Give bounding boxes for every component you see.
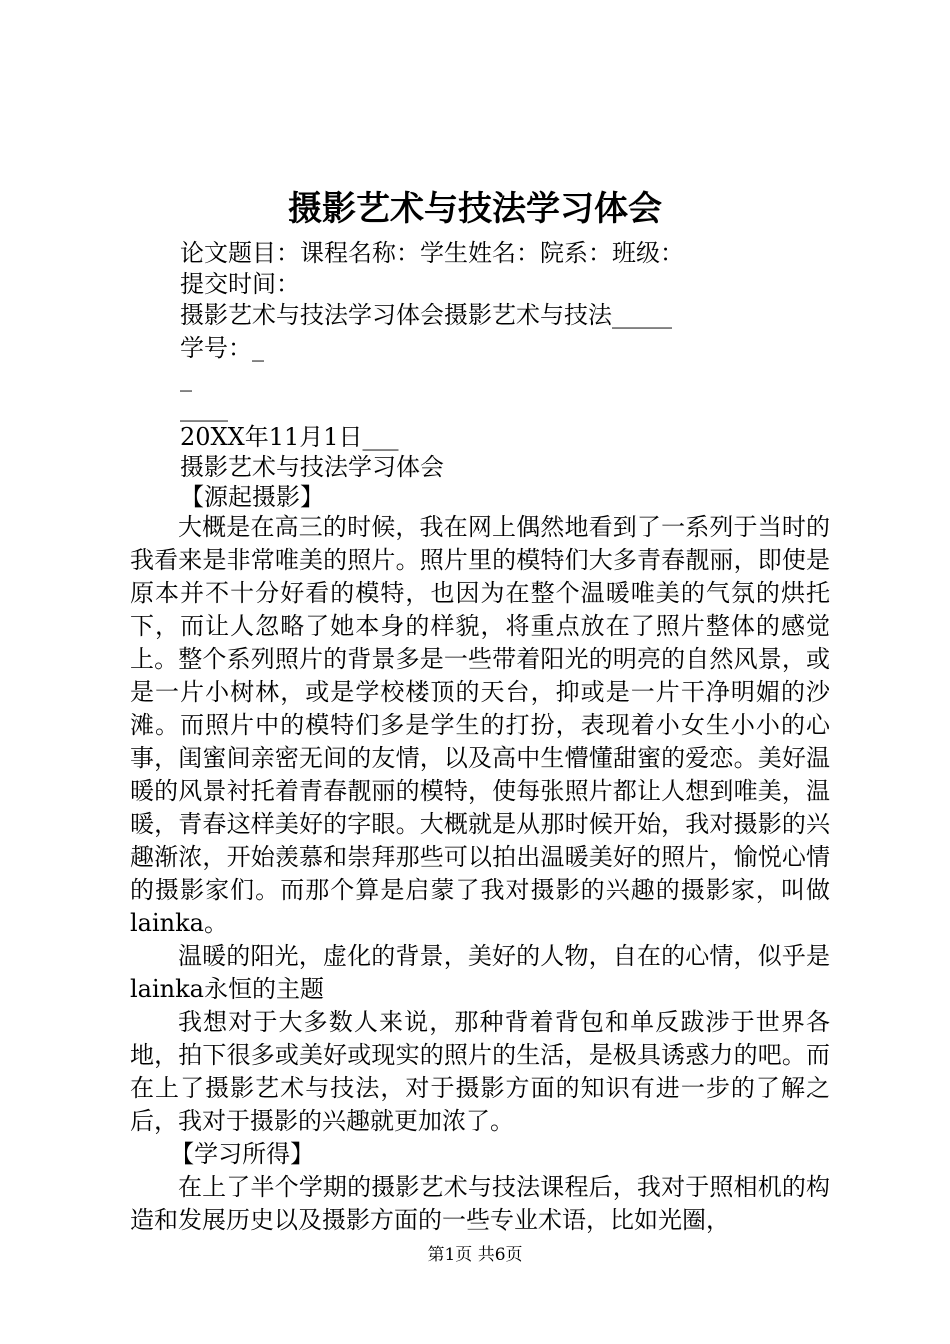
paragraph-lainka-theme: 温暖的阳光，虚化的背景，美好的人物，自在的心情，似乎是lainka永恒的主题 bbox=[130, 942, 830, 1003]
paragraph-interest: 我想对于大多数人来说，那种背着背包和单反跋涉于世界各地，拍下很多或美好或现实的照片的生活，是极具诱惑力的吧。而在上了摄影艺术与技法，对于摄影方面的知识有进一步的了解之后，我对于摄影的兴趣就更加浓了。 bbox=[130, 1008, 830, 1135]
meta-line-6: ____ bbox=[180, 394, 228, 422]
section-heading-origin: 【源起摄影】 bbox=[180, 483, 324, 511]
meta-line-5: _ bbox=[180, 364, 192, 392]
meta-line-4: 学号：_ bbox=[180, 334, 264, 362]
paragraph-learning: 在上了半个学期的摄影艺术与技法课程后，我对于照相机的构造和发展历史以及摄影方面的一些专业术语，比如光圈， bbox=[130, 1173, 830, 1234]
meta-line-3: 摄影艺术与技法学习体会摄影艺术与技法_____ bbox=[180, 301, 672, 329]
document-body bbox=[130, 511, 830, 1237]
meta-line-1: 论文题目：课程名称：学生姓名：院系：班级： bbox=[180, 239, 684, 267]
page-footer: 第1页 共6页 bbox=[427, 1245, 523, 1265]
meta-line-2: 提交时间： bbox=[180, 270, 300, 298]
section-heading-learning: 【学习所得】 bbox=[170, 1140, 315, 1168]
date-line: 20XX年11月1日___ bbox=[180, 423, 399, 451]
document-title: 摄影艺术与技法学习体会 bbox=[288, 189, 662, 229]
subtitle-line: 摄影艺术与技法学习体会 bbox=[180, 453, 444, 481]
paragraph-origin: 大概是在高三的时候，我在网上偶然地看到了一系列于当时的我看来是非常唯美的照片。照片里的模特们大多青春靓丽，即使是原本并不十分好看的模特，也因为在整个温暖唯美的气氛的烘托下，而让人忽略了她本身的样貌，将重点放在了照片整体的感觉上。整个系列照片的背景多是一些带着阳光的明亮的自然风景，或是一片小树林，或是学校楼顶的天台，抑或是一片干净明媚的沙滩。而照片中的模特们多是学生的打扮，表现着小女生小小的心事，闺蜜间亲密无间的友情，以及高中生懵懂甜蜜的爱恋。美好温暖的风景衬托着青春靓丽的模特，使每张照片都让人想到唯美，温暖，青春这样美好的字眼。大概就是从那时候开始，我对摄影的兴趣渐浓，开始羡慕和崇拜那些可以拍出温暖美好的照片，愉悦心情的摄影家们。而那个算是启蒙了我对摄影的兴趣的摄影家，叫做lainka。 bbox=[130, 513, 830, 937]
